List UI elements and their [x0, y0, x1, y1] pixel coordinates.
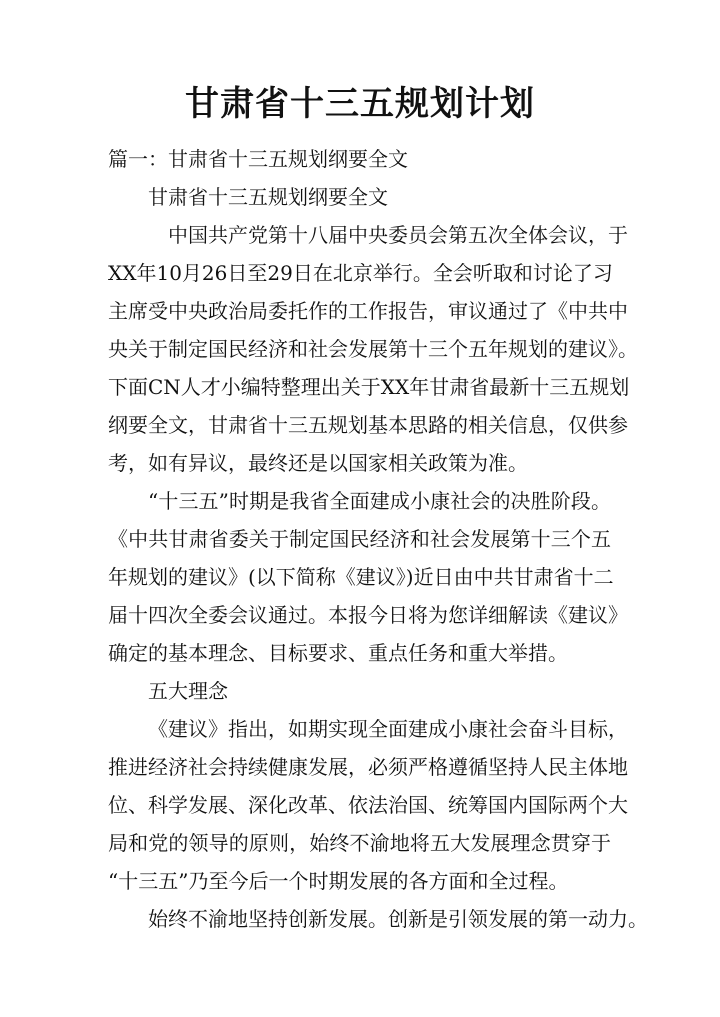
paragraph-line: “十三五”乃至今后一个时期发展的各方面和全过程。 — [108, 869, 569, 893]
paragraph-line: 下面CN人才小编特整理出关于XX年甘肃省最新十三五规划 — [108, 375, 630, 399]
paragraph-line: 考，如有异议，最终还是以国家相关政策为准。 — [108, 451, 528, 475]
paragraph-line: 央关于制定国民经济和社会发展第十三个五年规划的建议》。 — [108, 337, 638, 361]
paragraph-line: 年规划的建议》(以下简称《建议》)近日由中共甘肃省十二 — [108, 565, 614, 589]
paragraph-line: 纲要全文，甘肃省十三五规划基本思路的相关信息，仅供参 — [108, 413, 628, 437]
paragraph-line: XX年10月26日至29日在北京举行。全会听取和讨论了习 — [108, 261, 613, 285]
paragraph-line: 位、科学发展、深化改革、依法治国、统筹国内国际两个大 — [108, 793, 628, 817]
subtitle: 甘肃省十三五规划纲要全文 — [148, 185, 388, 209]
paragraph-line: 届十四次全委会议通过。本报今日将为您详细解读《建议》 — [108, 603, 628, 627]
paragraph-line: 中国共产党第十八届中央委员会第五次全体会议，于 — [168, 223, 628, 247]
section-heading: 篇一：甘肃省十三五规划纲要全文 — [108, 147, 408, 171]
paragraph-line: 主席受中央政治局委托作的工作报告，审议通过了《中共中 — [108, 299, 628, 323]
paragraph-line: 《中共甘肃省委关于制定国民经济和社会发展第十三个五 — [108, 527, 611, 551]
document-title: 甘肃省十三五规划计划 — [185, 84, 535, 124]
paragraph-line: 局和党的领导的原则，始终不渝地将五大发展理念贯穿于 — [108, 831, 611, 855]
paragraph-line: 始终不渝地坚持创新发展。创新是引领发展的第一动力。 — [148, 907, 648, 931]
section-subheading: 五大理念 — [148, 679, 228, 703]
paragraph-line: 确定的基本理念、目标要求、重点任务和重大举措。 — [108, 641, 568, 665]
paragraph-line: 《建议》指出，如期实现全面建成小康社会奋斗目标， — [148, 717, 628, 741]
paragraph-line: 推进经济社会持续健康发展，必须严格遵循坚持人民主体地 — [108, 755, 628, 779]
paragraph-line: “十三五”时期是我省全面建成小康社会的决胜阶段。 — [148, 489, 611, 513]
